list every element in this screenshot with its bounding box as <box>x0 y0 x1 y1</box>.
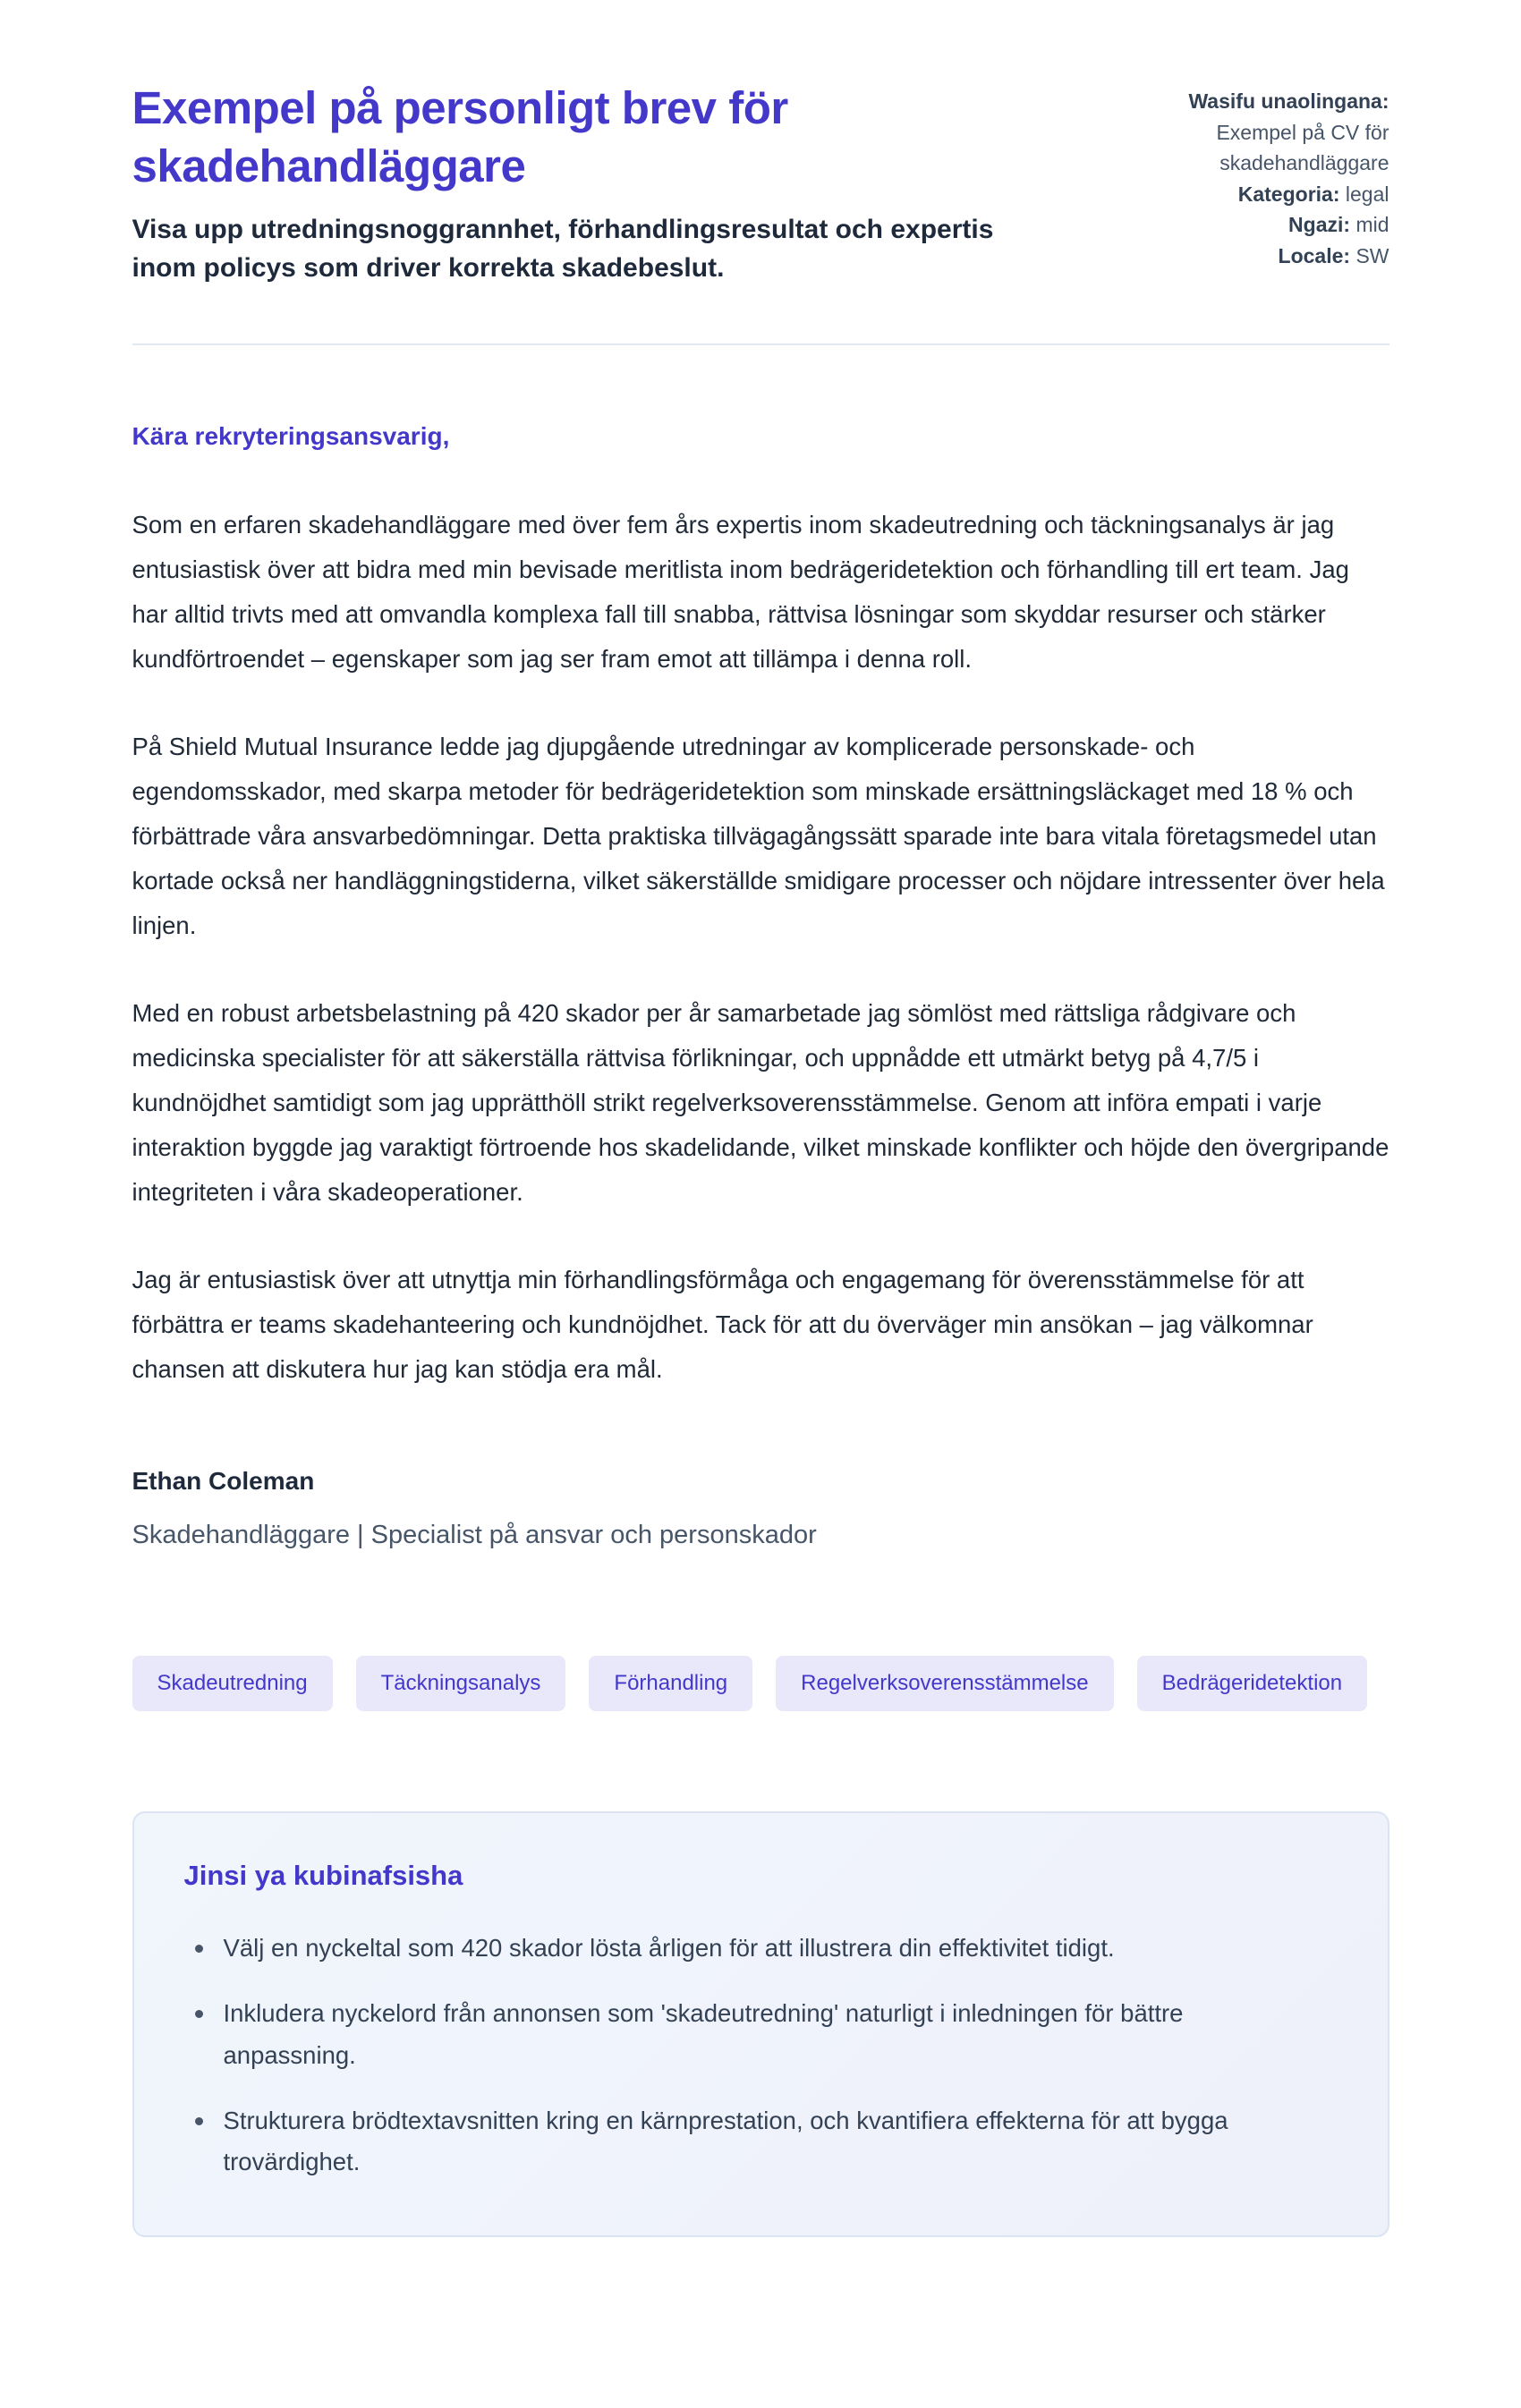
header-title-block <box>132 79 1009 288</box>
meta-locale-value: SW <box>1355 243 1389 267</box>
tips-title: Jinsi ya kubinafsisha <box>183 1860 463 1892</box>
tip-item: Strukturera brödtextavsnitten kring en kärnprestation, och kvantifiera effekterna för att bygga trovärdighet. <box>184 2100 1312 2184</box>
meta-category-label: Kategoria: <box>1237 182 1340 206</box>
letter-paragraph-4: Jag är entusiastisk över att utnyttja min förhandlingsförmåga och engagemang för överensstämmelse för att förbättra er teams skadehanteering och kundnöjdhet. Tack för att du överväger min ansökan – jag välkomnar chansen att diskutera hur jag kan stödja era mål. <box>132 1266 1313 1384</box>
skill-tag: Bedrägeridetektion <box>1137 1656 1367 1711</box>
meta-matching-value: Exempel på CV för skadehandläggare <box>1216 120 1389 174</box>
letter-paragraph-1: Som en erfaren skadehandläggare med över fem års expertis inom skadeutredning och täckningsanalys är jag entusiastisk över att bidra med min bevisade meritlista inom bedrägeridetektion och förhandling till ert team. Jag har alltid trivts med att omvandla komplexa fall till snabba, rättvisa lösningar som skyddar resurser och stärker kundförtroendet – egenskaper som jag ser fram emot att tillämpa i denna roll. <box>132 510 1349 673</box>
meta-level-label: Ngazi: <box>1288 213 1351 236</box>
skill-tag: Regelverksoverensstämmelse <box>776 1656 1113 1711</box>
tips-list <box>184 1928 1338 2183</box>
letter-body <box>132 422 1389 1551</box>
skill-tag: Täckningsanalys <box>356 1656 566 1711</box>
skill-tag: Förhandling <box>589 1656 752 1711</box>
meta-level-value: mid <box>1355 213 1389 236</box>
meta-category <box>1157 179 1389 210</box>
meta-matching-label: Wasifu unaolingana: <box>1188 89 1389 113</box>
skill-tags <box>132 1656 1389 1711</box>
letter-greeting: Kära rekryteringsansvarig, <box>132 421 450 450</box>
page-header <box>132 79 1389 288</box>
meta-level <box>1157 209 1389 241</box>
letter-paragraph-2: På Shield Mutual Insurance ledde jag djupgående utredningar av komplicerade personskade- och egendomsskador, med skarpa metoder för bedrägeridetektion som minskade ersättningsläckaget med 18 % och förbättrade våra ansvarbedömningar. Detta praktiska tillvägagångssätt sparade inte bara vitala företagsmedel utan kortade också ner handläggningstiderna, vilket säkerställde smidigare processer och nöjdare intressenter över hela linjen. <box>132 732 1385 939</box>
header-divider <box>132 343 1389 345</box>
customization-tips-box <box>132 1811 1389 2237</box>
meta-locale-label: Locale: <box>1278 243 1351 267</box>
letter-signature <box>132 1467 1389 1550</box>
tip-item: Inkludera nyckelord från annonsen som 'skadeutredning' naturligt i inledningen för bättre anpassning. <box>184 1993 1312 2077</box>
letter-paragraph-3: Med en robust arbetsbelastning på 420 skador per år samarbetade jag sömlöst med rättsliga rådgivare och medicinska specialister för att säkerställa rättvisa förlikningar, och uppnådde ett utmärkt betyg på 4,7/5 i kundnöjdhet samtidigt som jag upprätthöll strikt regelverksoverensstämmelse. Genom att införa empati i varje interaktion byggde jag varaktigt förtroende hos skadelidande, vilket minskade konflikter och höjde den övergripande integriteten i våra skadeoperationer. <box>132 998 1389 1207</box>
signature-role: Skadehandläggare | Specialist på ansvar och personskador <box>132 1521 817 1550</box>
skill-tag: Skadeutredning <box>132 1656 333 1711</box>
meta-matching <box>1157 86 1389 179</box>
meta-locale <box>1157 241 1389 272</box>
document-meta <box>1157 79 1389 271</box>
signature-name: Ethan Coleman <box>132 1467 315 1496</box>
page-title: Exempel på personligt brev för skadehandläggare <box>132 82 788 192</box>
meta-category-value: legal <box>1345 182 1389 206</box>
tip-item: Välj en nyckeltal som 420 skador lösta årligen för att illustrera din effektivitet tidigt. <box>184 1928 1312 1970</box>
cover-letter-page <box>132 0 1389 2237</box>
page-subtitle: Visa upp utredningsnoggrannhet, förhandlingsresultat och expertis inom policys som driver korrekta skadebeslut. <box>132 214 994 284</box>
